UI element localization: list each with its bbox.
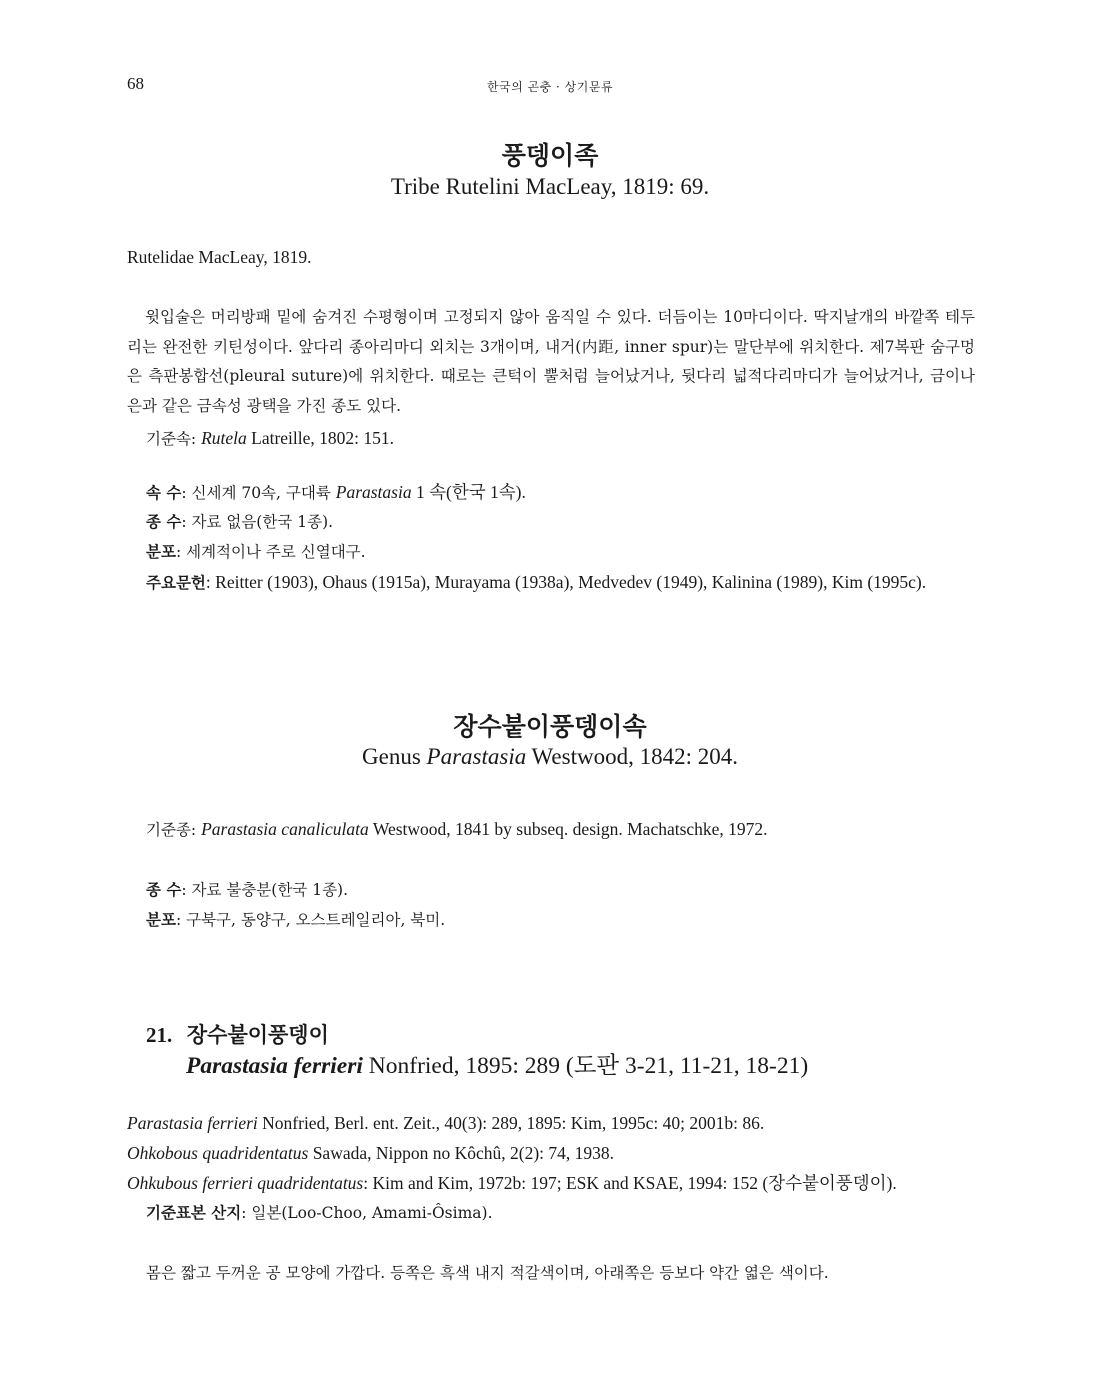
genus-title-english [0,744,1100,770]
genus-species-count [146,880,348,900]
page-number: 68 [127,74,144,93]
species-description: 몸은 짧고 두꺼운 공 모양에 가깝다. 등쪽은 흑색 내지 적갈색이며, 아래쪽은 등보다 약간 엷은 색이다. [146,1264,829,1282]
species-name-korean: 장수붙이풍뎅이 [186,1022,329,1047]
distribution-text: : 세계적이나 주로 신열대구. [175,543,366,561]
distribution-label: 분포 [146,542,176,561]
tribe-title-english: Tribe Rutelini MacLeay, 1819: 69. [390,174,710,199]
type-genus-label: 기준속 [146,430,191,448]
species-count-label: 종 수 [146,512,182,531]
genera-genus-name: Parastasia [335,482,412,502]
genus-title-korean: 장수붙이풍뎅이속 [453,712,647,741]
species-number: 21. [146,1023,173,1047]
type-locality [146,1203,493,1223]
synonym-name: Ohkobous quadridentatus [127,1143,309,1163]
type-species-designation: Westwood, 1841 by subseq. design. Machatschke, 1972. [368,819,768,839]
tribe-genera-count [146,482,526,503]
type-genus-name: Rutela [201,428,247,448]
genera-label: 속 수 [146,483,182,502]
genus-title-name: Parastasia [426,744,527,769]
species-heading [146,1019,329,1049]
references-label: 주요문헌 [146,573,206,592]
species-author-plates: Nonfried, 1895: 289 (도판 3-21, 11-21, 18-21) [362,1053,809,1079]
genus-species-text: : 자료 불충분(한국 1종). [181,881,349,899]
genus-distribution-label: 분포 [146,910,176,929]
tribe-synonym [127,247,312,268]
genus-type-species [146,819,768,840]
tribe-type-genus [146,428,394,449]
type-locality-text: : 일본(Loo-Choo, Amami-Ôsima). [241,1204,493,1222]
synonym-name: Parastasia ferrieri [127,1113,258,1133]
type-genus-colon: : [190,430,202,448]
synonym-citation: Sawada, Nippon no Kôchû, 2(2): 74, 1938. [308,1143,615,1163]
tribe-description [127,303,975,422]
tribe-distribution [146,542,366,562]
synonym-line [127,1143,614,1164]
type-species-name: Parastasia canaliculata [201,819,369,839]
type-locality-label: 기준표본 산지 [146,1203,242,1222]
genus-title-prefix: Genus [362,744,427,769]
genus-distribution-text: : 구북구, 동양구, 오스트레일리아, 북미. [175,911,446,929]
synonym-line [127,1173,897,1194]
species-count-text: : 자료 없음(한국 1종). [181,513,334,531]
synonym-citation: Nonfried, Berl. ent. Zeit., 40(3): 289, 1895: Kim, 1995c: 40; 2001b: 86. [257,1113,765,1133]
type-species-label: 기준종 [146,821,191,839]
species-scientific-name: Parastasia ferrieri [186,1053,363,1079]
species-scientific-line [186,1046,808,1080]
type-species-colon: : [190,821,202,839]
synonym-name: Ohkubous ferrieri quadridentatus [127,1173,364,1193]
synonym-citation: : Kim and Kim, 1972b: 197; ESK and KSAE, 1994: 152 (장수붙이풍뎅이). [363,1173,897,1193]
genus-species-label: 종 수 [146,880,182,899]
references-text: : Reitter (1903), Ohaus (1915a), Murayama (1938a), Medvedev (1949), Kalinina (1989), Kim (1995c). [205,572,927,592]
genera-text: : 신세계 70속, 구대륙 [181,484,336,502]
tribe-references [127,568,975,599]
tribe-description-text: 윗입술은 머리방패 밑에 숨겨진 수평형이며 고정되지 않아 움직일 수 있다. 더듬이는 10마디이다. 딱지날개의 바깥쪽 테두리는 완전한 키틴성이다. 앞다리 종아리마디 외치는 3개이며, 내거(内距, inner spur)는 말단부에 위치한다. 제7복판 숨구멍은 측판봉합선(pleural suture)에 위치한다. 때로는 큰턱이 뿔처럼 늘어났거나, 뒷다리 넓적다리마디가 늘어났거나, 금이나 은과 같은 금속성 광택을 가진 종도 있다. [127,308,975,416]
tribe-synonym-text: Rutelidae MacLeay, 1819. [127,247,312,267]
synonym-line [127,1113,764,1134]
tribe-species-count [146,512,333,532]
type-genus-author: Latreille, 1802: 151. [246,428,395,448]
running-title: 한국의 곤충 · 상기문류 [486,80,614,94]
genus-distribution [146,910,445,930]
genera-korea-count: 1 속(한국 1속). [411,482,526,502]
tribe-title-korean: 풍뎅이족 [501,141,599,170]
genus-title-author: Westwood, 1842: 204. [526,744,738,769]
